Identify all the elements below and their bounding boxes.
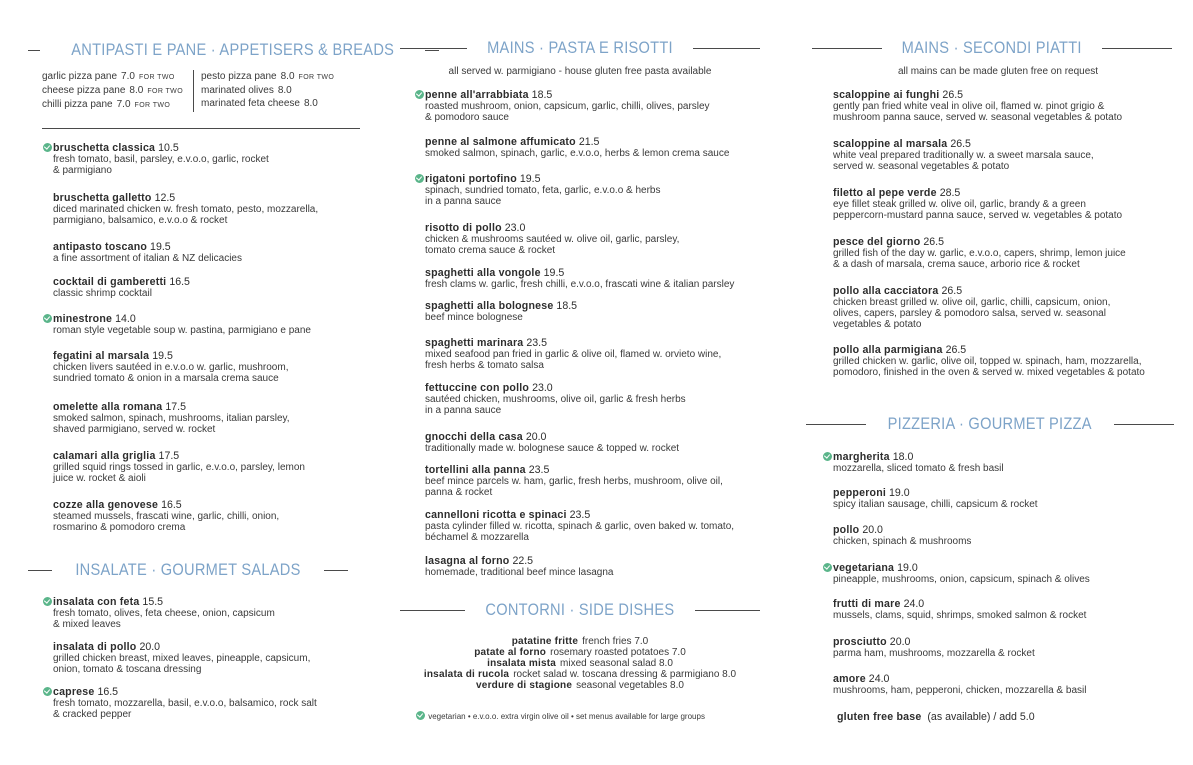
item-description: sautéed chicken, mushrooms, olive oil, garlic & fresh herbs in a panna sauce (425, 394, 686, 416)
section-heading-secondi (812, 38, 1172, 58)
section-title: ANTIPASTI E PANE · APPETISERS & BREADS (71, 40, 395, 59)
item-name: pollo alla parmigiana (833, 344, 943, 356)
side-dish-desc: rosemary roasted potatoes 7.0 (550, 647, 686, 658)
bread-price: 8.0 (303, 98, 318, 109)
item-description: pineapple, mushrooms, onion, capsicum, spinach & olives (833, 574, 1090, 585)
bread-item (201, 84, 334, 97)
item-description: roman style vegetable soup w. pastina, parmigiano e pane (53, 325, 311, 336)
item-price: 28.5 (939, 187, 961, 199)
menu-item (28, 450, 348, 484)
item-description: spinach, sundried tomato, feta, garlic, e.v.o.o & herbs in a panna sauce (425, 185, 661, 207)
item-description: fresh tomato, basil, parsley, e.v.o.o, garlic, rocket & parmigiano (53, 154, 269, 176)
item-price: 23.0 (532, 382, 553, 394)
menu-item (28, 142, 348, 176)
menu-item (400, 173, 760, 207)
footnote-text: vegetarian • e.v.o.o. extra virgin olive oil • set menus available for large groups (428, 712, 705, 721)
side-dish (400, 647, 760, 658)
bread-note: FOR TWO (298, 74, 335, 81)
item-price: 23.5 (528, 464, 550, 476)
item-price: 18.0 (892, 451, 914, 463)
item-description: gently pan fried white veal in olive oil, flamed w. pinot grigio & mushroom panna sauce, served w. seasonal vegetables & potato (833, 101, 1123, 123)
vegetarian-icon (43, 143, 52, 152)
side-dish-desc: rocket salad w. toscana dressing & parmigiano 8.0 (513, 669, 737, 680)
menu-item (400, 431, 760, 454)
bread-price: 8.0 (129, 85, 144, 96)
item-price: 26.5 (945, 344, 967, 356)
side-dish-name: patatine fritte (511, 636, 579, 647)
item-name: gnocchi della casa (425, 431, 523, 443)
item-price: 18.5 (531, 89, 553, 101)
item-description: grilled chicken w. garlic, olive oil, topped w. spinach, ham, mozzarella, pomodoro, finished in the oven & served w. mixed vegetables & potato (833, 356, 1145, 378)
side-dish-name: patate al forno (474, 647, 547, 658)
item-description: mussels, clams, squid, shrimps, smoked salmon & rocket (833, 610, 1087, 621)
item-name: spaghetti marinara (425, 337, 524, 349)
section-subtitle: all served w. parmigiano - house gluten free pasta available (448, 66, 712, 77)
item-description: chicken & mushrooms sautéed w. olive oil, garlic, parsley, tomato crema sauce & rocket (425, 234, 680, 256)
item-price: 22.5 (512, 555, 534, 567)
menu-item (808, 451, 1174, 474)
item-name: tortellini alla panna (425, 464, 526, 476)
bread-name: cheese pizza pane (42, 85, 126, 96)
item-price: 19.0 (889, 487, 910, 499)
item-description: mixed seafood pan fried in garlic & olive oil, flamed w. orvieto wine, fresh herbs & tomato salsa (425, 349, 722, 371)
menu-item (400, 300, 760, 323)
section-title: INSALATE · GOURMET SALADS (75, 560, 301, 579)
item-name: omelette alla romana (53, 401, 163, 413)
item-price: 26.5 (950, 138, 971, 150)
item-name: prosciutto (833, 636, 887, 648)
item-name: amore (833, 673, 866, 685)
vegetarian-icon (415, 90, 424, 99)
bread-item (201, 70, 334, 84)
item-description: homemade, traditional beef mince lasagna (425, 567, 614, 578)
menu-item (400, 89, 760, 123)
item-description: spicy italian sausage, chilli, capsicum & rocket (833, 499, 1038, 510)
bread-list (42, 70, 334, 112)
bread-item (42, 70, 189, 84)
item-name: lasagna al forno (425, 555, 510, 567)
menu-item (808, 89, 1174, 123)
menu-item (808, 598, 1174, 621)
item-description: roasted mushroom, onion, capsicum, garlic, chilli, olives, parsley & pomodoro sauce (425, 101, 710, 123)
item-price: 12.5 (154, 192, 176, 204)
item-description: pasta cylinder filled w. ricotta, spinach & garlic, oven baked w. tomato, béchamel & mozzarella (425, 521, 735, 543)
item-description: smoked salmon, spinach, garlic, e.v.o.o, herbs & lemon crema sauce (425, 148, 730, 159)
item-name: insalata con feta (53, 596, 140, 608)
item-price: 15.5 (142, 596, 164, 608)
menu-item (400, 267, 760, 290)
menu-item (28, 276, 348, 299)
item-name: frutti di mare (833, 598, 901, 610)
item-name: penne al salmone affumicato (425, 136, 576, 148)
item-price: 19.5 (152, 350, 173, 362)
item-name: cannelloni ricotta e spinaci (425, 509, 567, 521)
item-price: 19.5 (543, 267, 565, 279)
item-name: margherita (833, 451, 890, 463)
item-description: eye fillet steak grilled w. olive oil, garlic, brandy & a green peppercorn-mustard panna sauce, served w. vegetables & potato (833, 199, 1123, 221)
side-dish-desc: mixed seasonal salad 8.0 (560, 658, 673, 669)
item-name: bruschetta galletto (53, 192, 152, 204)
section-heading-insalate (28, 560, 348, 580)
item-price: 24.0 (903, 598, 925, 610)
menu-item (808, 187, 1174, 221)
footnote (416, 711, 705, 721)
vegetarian-icon (43, 314, 52, 323)
item-description: white veal prepared traditionally w. a sweet marsala sauce, served w. seasonal vegetables & potato (833, 150, 1094, 172)
section-title: PIZZERIA · GOURMET PIZZA (887, 414, 1093, 433)
item-price: 26.5 (923, 236, 945, 248)
item-price: 26.5 (941, 285, 963, 297)
item-description: grilled squid rings tossed in garlic, e.v.o.o, parsley, lemon juice w. rocket & aioli (53, 462, 305, 484)
side-dish-name: insalata di rucola (423, 669, 510, 680)
menu-item (808, 285, 1174, 330)
item-price: 16.5 (97, 686, 119, 698)
menu-item (808, 524, 1174, 547)
menu-item (28, 596, 348, 630)
menu-item (400, 382, 760, 416)
item-name: calamari alla griglia (53, 450, 156, 462)
item-description: a fine assortment of italian & NZ delicacies (53, 253, 242, 264)
vegetarian-icon (43, 597, 52, 606)
item-name: fettuccine con pollo (425, 382, 530, 394)
item-price: 24.0 (868, 673, 890, 685)
bread-note: FOR TWO (147, 88, 184, 95)
item-name: risotto di pollo (425, 222, 502, 234)
item-price: 21.5 (578, 136, 600, 148)
item-description: beef mince bolognese (425, 312, 523, 323)
menu-item (28, 641, 348, 675)
item-description: diced marinated chicken w. fresh tomato, pesto, mozzarella, parmigiano, balsamico, e.v.o.o & rocket (53, 204, 319, 226)
item-price: 20.0 (525, 431, 547, 443)
bread-name: marinated olives (201, 85, 274, 96)
menu-item (400, 555, 760, 578)
vegetarian-icon (43, 687, 52, 696)
item-price: 19.5 (150, 241, 171, 253)
item-note: (as available) / add 5.0 (927, 711, 1035, 723)
side-dish-list (400, 636, 760, 691)
item-description: grilled chicken breast, mixed leaves, pineapple, capsicum, onion, tomato & toscana dressing (53, 653, 311, 675)
item-name: scaloppine al marsala (833, 138, 948, 150)
item-price: 19.5 (519, 173, 541, 185)
item-description: chicken livers sautéed in e.v.o.o w. garlic, mushroom, sundried tomato & onion in a marsala crema sauce (53, 362, 289, 384)
menu-item (400, 136, 760, 159)
item-description: classic shrimp cocktail (53, 288, 152, 299)
menu-item (808, 344, 1174, 378)
item-description: grilled fish of the day w. garlic, e.v.o.o, capers, shrimp, lemon juice & a dash of marsala, crema sauce, arborio rice & rocket (833, 248, 1126, 270)
menu-item (808, 636, 1174, 659)
section-heading-pizzeria (806, 414, 1174, 434)
menu-item (808, 138, 1174, 172)
item-name: spaghetti alla bolognese (425, 300, 554, 312)
side-dish-name: insalata mista (487, 658, 557, 669)
bread-item (201, 97, 334, 110)
vegetarian-icon (416, 711, 425, 720)
item-description: fresh tomato, olives, feta cheese, onion, capsicum & mixed leaves (53, 608, 275, 630)
menu-item (400, 509, 760, 543)
side-dish-desc: french fries 7.0 (582, 636, 649, 647)
item-description: mozzarella, sliced tomato & fresh basil (833, 463, 1004, 474)
menu-item (28, 686, 348, 720)
divider (42, 128, 360, 129)
menu-item (400, 222, 760, 256)
menu-item (808, 562, 1174, 585)
item-name: pesce del giorno (833, 236, 921, 248)
side-dish (400, 680, 760, 691)
menu-item (28, 192, 348, 226)
section-heading-pasta (400, 38, 760, 58)
section-heading-antipasti (28, 40, 395, 60)
bread-name: marinated feta cheese (201, 98, 300, 109)
item-price: 19.0 (897, 562, 918, 574)
section-title: CONTORNI · SIDE DISHES (485, 600, 675, 619)
vegetarian-icon (415, 174, 424, 183)
item-name: cozze alla genovese (53, 499, 159, 511)
item-description: traditionally made w. bolognese sauce & topped w. rocket (425, 443, 680, 454)
item-description: chicken breast grilled w. olive oil, garlic, chilli, capsicum, onion, olives, capers, parsley & pomodoro salsa, served w. seasonal vegetables & potato (833, 297, 1111, 330)
menu-item (28, 313, 348, 336)
item-price: 20.0 (862, 524, 883, 536)
item-name: scaloppine ai funghi (833, 89, 940, 101)
vegetarian-icon (823, 452, 832, 461)
item-price: 18.5 (556, 300, 578, 312)
item-price: 17.5 (165, 401, 187, 413)
item-price: 20.0 (139, 641, 161, 653)
item-description: chicken, spinach & mushrooms (833, 536, 972, 547)
menu-item (28, 350, 348, 384)
item-name: fegatini al marsala (53, 350, 150, 362)
side-dish (400, 658, 760, 669)
menu-item (808, 673, 1174, 696)
menu-item (400, 464, 760, 498)
item-name: caprese (53, 686, 95, 698)
item-name: minestrone (53, 313, 113, 325)
item-price: 26.5 (942, 89, 964, 101)
bread-name: pesto pizza pane (201, 71, 277, 82)
section-heading-contorni (400, 600, 760, 620)
side-dish (400, 636, 760, 647)
bread-price: 7.0 (121, 71, 135, 82)
item-name: gluten free base (837, 711, 922, 723)
item-price: 23.0 (504, 222, 526, 234)
item-name: antipasto toscano (53, 241, 148, 253)
item-description: steamed mussels, frascati wine, garlic, chilli, onion, rosmarino & pomodoro crema (53, 511, 280, 533)
item-name: filetto al pepe verde (833, 187, 937, 199)
item-name: rigatoni portofino (425, 173, 517, 185)
item-name: pepperoni (833, 487, 887, 499)
bread-note: FOR TWO (134, 102, 171, 109)
item-name: pollo (833, 524, 860, 536)
menu-item (28, 241, 348, 264)
bread-item (42, 98, 189, 112)
item-name: cocktail di gamberetti (53, 276, 167, 288)
menu-item (28, 401, 348, 435)
bread-price: 8.0 (277, 85, 292, 96)
menu-item (28, 499, 348, 533)
item-description: beef mince parcels w. ham, garlic, fresh herbs, mushroom, olive oil, panna & rocket (425, 476, 723, 498)
item-description: parma ham, mushrooms, mozzarella & rocket (833, 648, 1035, 659)
item-price: 16.5 (161, 499, 182, 511)
side-dish (400, 669, 760, 680)
item-name: bruschetta classica (53, 142, 156, 154)
menu-item (808, 236, 1174, 270)
item-description: mushrooms, ham, pepperoni, chicken, mozzarella & basil (833, 685, 1087, 696)
item-price: 14.0 (115, 313, 136, 325)
bread-note: FOR TWO (138, 74, 175, 81)
item-name: penne all'arrabbiata (425, 89, 529, 101)
item-description: smoked salmon, spinach, mushrooms, italian parsley, shaved parmigiano, served w. rocket (53, 413, 290, 435)
item-name: pollo alla cacciatora (833, 285, 939, 297)
item-price: 20.0 (889, 636, 911, 648)
side-dish-name: verdure di stagione (476, 680, 573, 691)
menu-item (400, 337, 760, 371)
section-title: MAINS · SECONDI PIATTI (901, 38, 1083, 57)
item-price: 16.5 (169, 276, 190, 288)
bread-name: garlic pizza pane (42, 71, 118, 82)
item-price: 17.5 (158, 450, 180, 462)
bread-item (42, 84, 189, 98)
item-price: 23.5 (526, 337, 548, 349)
item-name: spaghetti alla vongole (425, 267, 541, 279)
gluten-free-base (812, 711, 1174, 723)
item-name: vegetariana (833, 562, 895, 574)
bread-name: chilli pizza pane (42, 99, 113, 110)
vegetarian-icon (823, 563, 832, 572)
section-subtitle: all mains can be made gluten free on request (897, 66, 1099, 77)
item-name: insalata di pollo (53, 641, 137, 653)
side-dish-desc: seasonal vegetables 8.0 (576, 680, 684, 691)
bread-price: 8.0 (280, 71, 295, 82)
item-description: fresh clams w. garlic, fresh chilli, e.v.o.o, frascati wine & italian parsley (425, 279, 735, 290)
menu-item (808, 487, 1174, 510)
section-title: MAINS · PASTA E RISOTTI (487, 38, 673, 57)
item-price: 10.5 (158, 142, 179, 154)
item-description: fresh tomato, mozzarella, basil, e.v.o.o, balsamico, rock salt & cracked pepper (53, 698, 317, 720)
bread-price: 7.0 (116, 99, 131, 110)
item-price: 23.5 (569, 509, 591, 521)
